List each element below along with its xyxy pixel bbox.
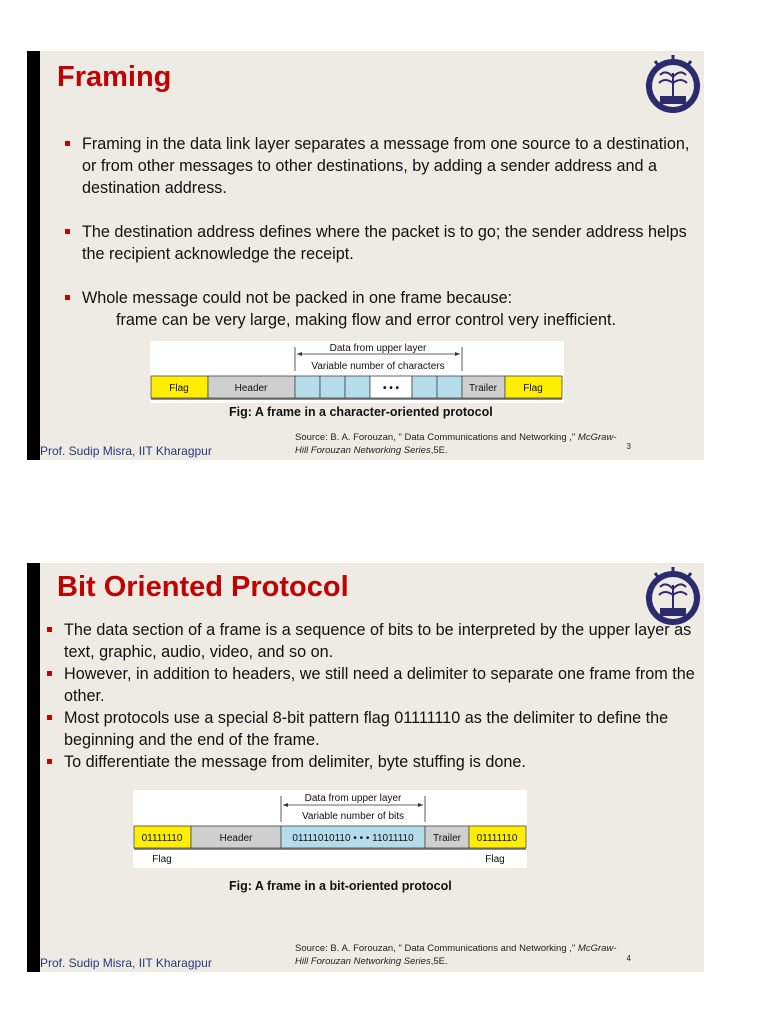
trailer-label: Trailer <box>433 833 461 844</box>
flag-bits-label: 01111110 <box>476 833 518 844</box>
page-number: 4 <box>626 954 631 963</box>
slide-left-bar <box>27 563 40 972</box>
bullet-item: However, in addition to headers, we still need a delimiter to separate one frame from the other. <box>47 663 697 707</box>
page-number: 3 <box>626 442 631 451</box>
flag-caption: Flag <box>152 854 172 865</box>
bit-frame-diagram <box>133 790 527 868</box>
slide-title: Bit Oriented Protocol <box>57 571 349 603</box>
figure-caption: Fig: A frame in a bit-oriented protocol <box>229 879 452 893</box>
bullet-list <box>65 133 695 353</box>
bullet-list <box>47 619 697 773</box>
sub-label: Variable number of characters <box>311 361 445 372</box>
bullet-item: The data section of a frame is a sequence of bits to be interpreted by the upper layer as text, graphic, audio, video, and so on. <box>47 619 697 663</box>
slide-bit-oriented-protocol <box>27 563 704 972</box>
slide-left-bar <box>27 51 40 460</box>
sub-label: Variable number of bits <box>301 811 405 822</box>
presenter-footer: Prof. Sudip Misra, IIT Kharagpur <box>40 444 212 458</box>
ellipsis-label: • • • <box>382 383 400 394</box>
trailer-label: Trailer <box>469 383 497 394</box>
bullet-item: Framing in the data link layer separates a message from one source to a destination, or from other messages to other destinations, by adding a sender address and a destination address. <box>65 133 695 199</box>
character-frame-diagram <box>150 341 564 403</box>
data-bits-label: 01111010110 • • • 11011110 <box>292 833 414 844</box>
flag-label: Flag <box>169 383 189 394</box>
bullet-text: Whole message could not be packed in one frame because: <box>82 289 513 307</box>
presenter-footer: Prof. Sudip Misra, IIT Kharagpur <box>40 956 212 970</box>
figure-caption: Fig: A frame in a character-oriented protocol <box>229 405 493 419</box>
flag-label: Flag <box>523 383 543 394</box>
source-citation: Source: B. A. Forouzan, " Data Communications and Networking ," McGraw- Hill Forouzan Networking Series,5E. <box>295 943 617 967</box>
source-citation: Source: B. A. Forouzan, " Data Communications and Networking ," McGraw- Hill Forouzan Networking Series,5E. <box>295 432 617 456</box>
bullet-item: The destination address defines where the packet is to go; the sender address helps the recipient acknowledge the receipt. <box>65 221 695 265</box>
flag-bits-label: 01111110 <box>141 833 183 844</box>
top-label: Data from upper layer <box>304 793 402 804</box>
top-label: Data from upper layer <box>329 343 427 354</box>
institute-emblem-icon <box>644 55 702 117</box>
slide-title: Framing <box>57 61 172 93</box>
slide-framing <box>27 51 704 460</box>
bullet-item: To differentiate the message from delimiter, byte stuffing is done. <box>47 751 697 773</box>
flag-caption: Flag <box>485 854 505 865</box>
bullet-subtext: frame can be very large, making flow and error control very inefficient. <box>116 311 616 329</box>
bullet-item: Most protocols use a special 8-bit pattern flag 01111110 as the delimiter to define the beginning and the end of the frame. <box>47 707 697 751</box>
header-label: Header <box>219 833 253 844</box>
bullet-item <box>65 287 695 331</box>
header-label: Header <box>234 383 268 394</box>
